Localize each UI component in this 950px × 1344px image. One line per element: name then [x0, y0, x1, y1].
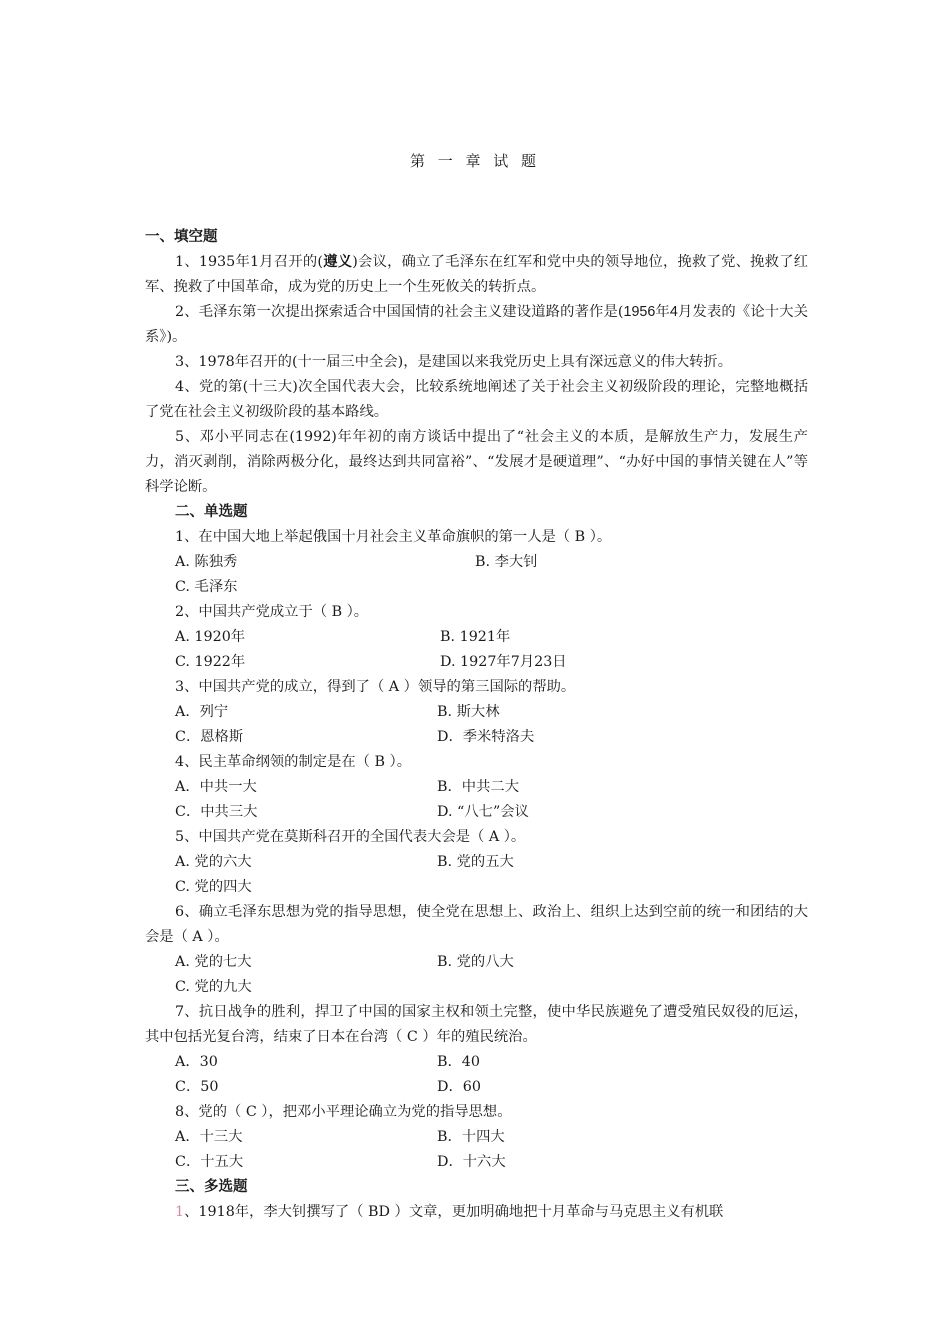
- option-c: C．十五大: [175, 1154, 244, 1170]
- question-text: )次全国代表大会，比较系统地阐述了关于社会主义初级阶段的理论，完整地概括了党在社会主义初级阶段的基本路线。: [145, 379, 809, 420]
- option-c: C. 1922年: [175, 654, 246, 670]
- option-b: B. 党的八大: [437, 954, 514, 970]
- option-c: C．中共三大: [175, 804, 258, 820]
- section-heading-single: 二、单选题: [175, 504, 248, 520]
- option-d: D．60: [437, 1079, 481, 1095]
- option-a: A．十三大: [175, 1129, 243, 1145]
- option-b: B. 党的五大: [437, 854, 514, 870]
- single-question-8: 8、党的（ C ），把邓小平理论确立为党的指导思想。: [175, 1104, 512, 1120]
- option-b: B．40: [437, 1054, 480, 1070]
- section-heading-fill: 一、填空题: [145, 229, 218, 245]
- option-a: A. 1920年: [175, 629, 246, 645]
- option-row: [145, 575, 808, 600]
- option-a: A. 党的六大: [175, 854, 252, 870]
- document-body: [145, 225, 808, 1225]
- option-a: A．30: [175, 1054, 218, 1070]
- option-c: C. 党的九大: [175, 979, 252, 995]
- question-text: )会议，确立了毛泽东在红军和党中央的领导地位，挽救了党、挽救了红军、挽救了中国革命，成为党的历史上一个生死攸关的转折点。: [145, 254, 809, 295]
- fill-question-5: [145, 425, 808, 500]
- question-text: 1、1935年1月召开的(: [175, 254, 323, 270]
- option-b: B. 斯大林: [437, 704, 500, 720]
- question-text: 5、邓小平同志在(: [175, 429, 295, 445]
- option-d: D．季米特洛夫: [437, 729, 535, 745]
- single-question-4: 4、民主革命纲领的制定是在（ B ）。: [175, 754, 411, 770]
- section-heading-multi: 三、多选题: [175, 1179, 248, 1195]
- answer-text: 遵义: [322, 254, 353, 270]
- fill-question-1: [145, 250, 808, 300]
- option-a: A. 陈独秀: [175, 554, 238, 570]
- option-row: [145, 850, 808, 875]
- single-question-1: 1、在中国大地上举起俄国十月社会主义革命旗帜的第一人是（ B ）。: [175, 529, 612, 545]
- option-row: [145, 550, 808, 575]
- page-title: 第 一 章 试 题: [409, 152, 541, 170]
- question-text: 4、党的第(: [175, 379, 249, 395]
- option-d: D. “八七”会议: [437, 804, 529, 820]
- question-text: 表的《论十大关系》)。: [145, 304, 809, 345]
- single-question-7: 7、抗日战争的胜利，捍卫了中国的国家主权和领土完整，使中华民族避免了遭受殖民奴役的厄运，其中包括光复台湾，结束了日本在台湾（ C ）年的殖民统治。: [145, 1004, 808, 1045]
- option-c: C．50: [175, 1079, 219, 1095]
- option-row: [145, 800, 808, 825]
- single-question-2: 2、中国共产党成立于（ B ）。: [175, 604, 369, 620]
- option-a: A．中共一大: [175, 779, 257, 795]
- question-text: 、1918年，李大钊撰写了（ BD ）文章，更加明确地把十月革命与马克思主义有机联: [184, 1204, 724, 1220]
- option-b: B. 李大钊: [475, 554, 538, 570]
- option-a: A．列宁: [175, 704, 229, 720]
- option-row: [145, 625, 808, 650]
- option-c: C．恩格斯: [175, 729, 244, 745]
- option-row: [145, 725, 808, 750]
- option-row: [145, 1075, 808, 1100]
- option-b: B. 1921年: [440, 629, 511, 645]
- option-b: B．十四大: [437, 1129, 505, 1145]
- answer-text: 1992: [294, 429, 332, 445]
- option-c: C. 毛泽东: [175, 579, 238, 595]
- option-row: [145, 1125, 808, 1150]
- answer-text: 十三大: [248, 379, 293, 395]
- option-a: A. 党的七大: [175, 954, 252, 970]
- fill-question-4: [145, 375, 808, 425]
- option-row: [145, 1150, 808, 1175]
- question-number: 1: [175, 1204, 185, 1220]
- question-text: 2、毛泽东第一次提出探索适合中国国情的社会主义建设道路的著作是(: [175, 304, 624, 320]
- answer-text: 1956年4月发: [623, 304, 707, 320]
- option-b: B．中共二大: [437, 779, 519, 795]
- fill-question-2: [145, 300, 808, 350]
- option-row: [145, 1050, 808, 1075]
- option-row: [145, 875, 808, 900]
- option-row: [145, 700, 808, 725]
- single-question-5: 5、中国共产党在莫斯科召开的全国代表大会是（ A ）。: [175, 829, 526, 845]
- option-row: [145, 950, 808, 975]
- option-row: [145, 775, 808, 800]
- multi-question-1: [145, 1200, 808, 1225]
- option-d: D. 1927年7月23日: [440, 654, 567, 670]
- fill-question-3: 3、1978年召开的(十一届三中全会)，是建国以来我党历史上具有深远意义的伟大转折。: [175, 354, 733, 370]
- option-row: [145, 975, 808, 1000]
- option-c: C. 党的四大: [175, 879, 252, 895]
- question-text: )年年初的南方谈话中提出了“社会主义的本质，是解放生产力，发展生产力，消灭剥削，消除两极分化，最终达到共同富裕”、“发展才是硬道理”、“办好中国的事情关键在人”等科学论断。: [145, 429, 808, 495]
- option-d: D．十六大: [437, 1154, 506, 1170]
- single-question-6: 6、确立毛泽东思想为党的指导思想，使全党在思想上、政治上、组织上达到空前的统一和团结的大会是（ A ）。: [145, 904, 808, 945]
- option-row: [145, 650, 808, 675]
- single-question-3: 3、中国共产党的成立，得到了（ A ）领导的第三国际的帮助。: [175, 679, 576, 695]
